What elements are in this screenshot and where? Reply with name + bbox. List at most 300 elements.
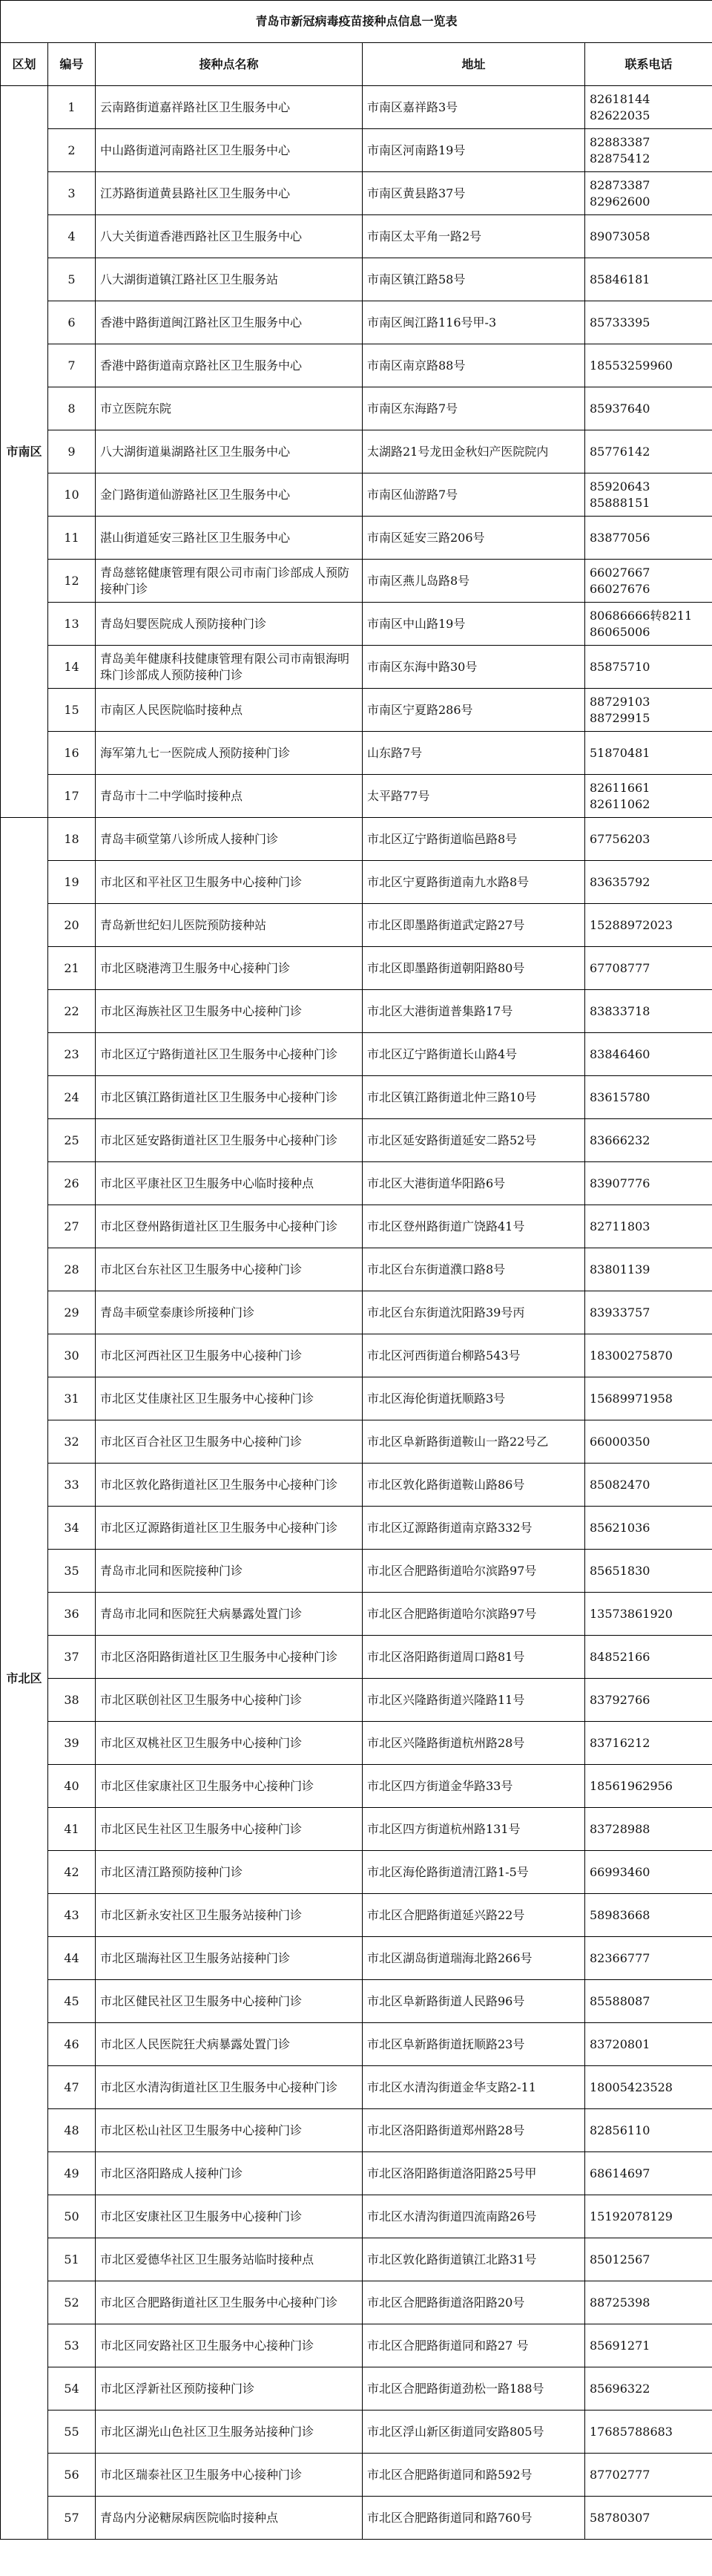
table-row <box>1 2238 712 2281</box>
phone-number: 85651830 <box>590 1563 650 1578</box>
table-row <box>1 1937 712 1980</box>
row-number: 46 <box>48 2023 96 2066</box>
site-name: 市北区健民社区卫生服务中心接种门诊 <box>96 1980 363 2023</box>
table-row <box>1 1550 712 1593</box>
site-name: 云南路街道嘉祥路社区卫生服务中心 <box>96 86 363 129</box>
table-row <box>1 1291 712 1334</box>
row-number: 3 <box>48 172 96 215</box>
site-address: 市南区镇江路58号 <box>363 258 585 301</box>
phone-number: 83846460 <box>590 1046 650 1061</box>
site-address: 市南区闽江路116号甲-3 <box>363 301 585 344</box>
table-row <box>1 732 712 775</box>
site-name: 青岛美年健康科技健康管理有限公司市南银海明珠门诊部成人预防接种门诊 <box>96 646 363 689</box>
phone-number: 88729915 <box>590 710 650 725</box>
site-address: 市北区四方街道金华路33号 <box>363 1765 585 1808</box>
row-number: 32 <box>48 1420 96 1464</box>
row-number: 4 <box>48 215 96 258</box>
phone-number: 85920643 <box>590 479 650 494</box>
site-name: 青岛新世纪妇儿医院预防接种站 <box>96 904 363 947</box>
site-name: 市北区人民医院狂犬病暴露处置门诊 <box>96 2023 363 2066</box>
row-number: 57 <box>48 2497 96 2540</box>
site-phone <box>585 1248 712 1291</box>
site-address: 市南区太平角一路2号 <box>363 215 585 258</box>
site-address: 太湖路21号龙田金秋妇产医院院内 <box>363 430 585 473</box>
phone-number: 85846181 <box>590 272 650 286</box>
phone-number: 88725398 <box>590 2295 650 2310</box>
row-number: 43 <box>48 1894 96 1937</box>
site-name: 市北区合肥路街道社区卫生服务中心接种门诊 <box>96 2281 363 2324</box>
table-row <box>1 1334 712 1377</box>
table-row <box>1 1722 712 1765</box>
site-address: 市北区大港街道普集路17号 <box>363 990 585 1033</box>
site-name: 市北区和平社区卫生服务中心接种门诊 <box>96 861 363 904</box>
site-address: 市北区辽源路街道南京路332号 <box>363 1507 585 1550</box>
row-number: 24 <box>48 1076 96 1119</box>
site-name: 香港中路街道闽江路社区卫生服务中心 <box>96 301 363 344</box>
site-name: 江苏路街道黄县路社区卫生服务中心 <box>96 172 363 215</box>
site-phone <box>585 2497 712 2540</box>
row-number: 1 <box>48 86 96 129</box>
phone-number: 80686666转8211 <box>590 608 693 623</box>
phone-number: 85082470 <box>590 1477 650 1492</box>
row-number: 31 <box>48 1377 96 1420</box>
site-name: 市北区湖光山色社区卫生服务站接种门诊 <box>96 2411 363 2454</box>
phone-number: 18561962956 <box>590 1778 673 1793</box>
table-row <box>1 473 712 517</box>
site-name: 青岛市北同和医院狂犬病暴露处置门诊 <box>96 1593 363 1636</box>
phone-number: 66027676 <box>590 581 650 596</box>
site-address: 市南区延安三路206号 <box>363 517 585 560</box>
site-name: 八大湖街道镇江路社区卫生服务站 <box>96 258 363 301</box>
table-row <box>1 775 712 818</box>
site-address: 市北区浮山新区街道同安路805号 <box>363 2411 585 2454</box>
table-row <box>1 818 712 861</box>
site-phone <box>585 473 712 517</box>
site-name: 市北区瑞泰社区卫生服务中心接种门诊 <box>96 2454 363 2497</box>
phone-number: 83720801 <box>590 2036 650 2051</box>
site-address: 市北区洛阳路街道周口路81号 <box>363 1636 585 1679</box>
table-row <box>1 689 712 732</box>
site-phone <box>585 646 712 689</box>
phone-number: 83801139 <box>590 1262 650 1276</box>
site-phone <box>585 1334 712 1377</box>
site-name: 市北区联创社区卫生服务中心接种门诊 <box>96 1679 363 1722</box>
phone-number: 13573861920 <box>590 1606 673 1621</box>
site-address: 市北区合肥路街道劲松一路188号 <box>363 2367 585 2411</box>
table-row <box>1 258 712 301</box>
site-address: 太平路77号 <box>363 775 585 818</box>
site-phone <box>585 2411 712 2454</box>
site-phone <box>585 1420 712 1464</box>
table-title: 青岛市新冠病毒疫苗接种点信息一览表 <box>1 1 712 43</box>
site-name: 青岛丰硕堂第八诊所成人接种门诊 <box>96 818 363 861</box>
site-phone <box>585 1507 712 1550</box>
site-phone <box>585 818 712 861</box>
site-address: 市北区合肥路街道同和路592号 <box>363 2454 585 2497</box>
table-row <box>1 1205 712 1248</box>
site-phone <box>585 430 712 473</box>
phone-number: 15689971958 <box>590 1391 673 1406</box>
site-phone <box>585 344 712 387</box>
site-name: 中山路街道河南路社区卫生服务中心 <box>96 129 363 172</box>
site-name: 金门路街道仙游路社区卫生服务中心 <box>96 473 363 517</box>
site-name: 市北区洛阳路街道社区卫生服务中心接种门诊 <box>96 1636 363 1679</box>
site-address: 市南区河南路19号 <box>363 129 585 172</box>
site-address: 市北区登州路街道广饶路41号 <box>363 1205 585 1248</box>
site-name: 市北区浮新社区预防接种门诊 <box>96 2367 363 2411</box>
site-address: 市北区辽宁路街道长山路4号 <box>363 1033 585 1076</box>
phone-number: 83907776 <box>590 1176 650 1190</box>
site-name: 青岛内分泌糖尿病医院临时接种点 <box>96 2497 363 2540</box>
site-phone <box>585 2281 712 2324</box>
header-address: 地址 <box>363 43 585 86</box>
phone-number: 68614697 <box>590 2166 650 2180</box>
table-row <box>1 1076 712 1119</box>
site-name: 八大湖街道巢湖路社区卫生服务中心 <box>96 430 363 473</box>
phone-number: 83792766 <box>590 1692 650 1707</box>
header-phone: 联系电话 <box>585 43 712 86</box>
site-name: 市北区安康社区卫生服务中心接种门诊 <box>96 2195 363 2238</box>
site-address: 市北区兴隆路街道兴隆路11号 <box>363 1679 585 1722</box>
site-address: 市北区水清沟街道四流南路26号 <box>363 2195 585 2238</box>
site-address: 市北区洛阳路街道郑州路28号 <box>363 2109 585 2152</box>
site-name: 市北区海族社区卫生服务中心接种门诊 <box>96 990 363 1033</box>
row-number: 54 <box>48 2367 96 2411</box>
site-name: 市北区平康社区卫生服务中心临时接种点 <box>96 1162 363 1205</box>
phone-number: 83877056 <box>590 530 650 545</box>
table-row <box>1 990 712 1033</box>
phone-number: 85776142 <box>590 444 650 459</box>
site-address: 市北区即墨路街道朝阳路80号 <box>363 947 585 990</box>
site-phone <box>585 1851 712 1894</box>
site-phone <box>585 2066 712 2109</box>
table-row <box>1 2023 712 2066</box>
table-row <box>1 1808 712 1851</box>
site-phone <box>585 1205 712 1248</box>
site-address: 市北区河西街道台柳路543号 <box>363 1334 585 1377</box>
phone-number: 51870481 <box>590 745 650 760</box>
phone-number: 18005423528 <box>590 2080 673 2094</box>
phone-number: 67756203 <box>590 831 650 846</box>
table-row <box>1 517 712 560</box>
phone-number: 82962600 <box>590 194 650 209</box>
site-phone <box>585 301 712 344</box>
phone-number: 58983668 <box>590 1907 650 1922</box>
site-address: 市北区镇江路街道北仲三路10号 <box>363 1076 585 1119</box>
site-name: 湛山街道延安三路社区卫生服务中心 <box>96 517 363 560</box>
row-number: 40 <box>48 1765 96 1808</box>
site-phone <box>585 1980 712 2023</box>
site-name: 市北区民生社区卫生服务中心接种门诊 <box>96 1808 363 1851</box>
site-name: 市北区百合社区卫生服务中心接种门诊 <box>96 1420 363 1464</box>
row-number: 28 <box>48 1248 96 1291</box>
phone-number: 58780307 <box>590 2510 650 2525</box>
site-address: 市北区湖岛街道瑞海北路266号 <box>363 1937 585 1980</box>
site-address: 市南区宁夏路286号 <box>363 689 585 732</box>
row-number: 11 <box>48 517 96 560</box>
row-number: 7 <box>48 344 96 387</box>
row-number: 8 <box>48 387 96 430</box>
site-address: 市北区海伦街道抚顺路3号 <box>363 1377 585 1420</box>
row-number: 20 <box>48 904 96 947</box>
table-row <box>1 2454 712 2497</box>
phone-number: 86065006 <box>590 624 650 639</box>
site-phone <box>585 1636 712 1679</box>
phone-number: 66000350 <box>590 1434 650 1449</box>
row-number: 16 <box>48 732 96 775</box>
site-name: 市北区台东社区卫生服务中心接种门诊 <box>96 1248 363 1291</box>
site-address: 市南区中山路19号 <box>363 603 585 646</box>
site-address: 市北区洛阳路街道洛阳路25号甲 <box>363 2152 585 2195</box>
phone-number: 82873387 <box>590 177 650 192</box>
row-number: 39 <box>48 1722 96 1765</box>
site-name: 市北区新永安社区卫生服务站接种门诊 <box>96 1894 363 1937</box>
site-address: 市北区海伦路街道清江路1-5号 <box>363 1851 585 1894</box>
row-number: 38 <box>48 1679 96 1722</box>
site-phone <box>585 1119 712 1162</box>
site-phone <box>585 2238 712 2281</box>
site-name: 市北区敦化路街道社区卫生服务中心接种门诊 <box>96 1464 363 1507</box>
row-number: 19 <box>48 861 96 904</box>
table-row <box>1 430 712 473</box>
site-phone <box>585 172 712 215</box>
phone-number: 82366777 <box>590 1950 650 1965</box>
site-phone <box>585 775 712 818</box>
site-phone <box>585 1464 712 1507</box>
site-name: 市立医院东院 <box>96 387 363 430</box>
site-phone <box>585 603 712 646</box>
site-phone <box>585 1937 712 1980</box>
row-number: 13 <box>48 603 96 646</box>
header-no: 编号 <box>48 43 96 86</box>
site-address: 市北区即墨路街道武定路27号 <box>363 904 585 947</box>
table-row <box>1 2152 712 2195</box>
table-row <box>1 2066 712 2109</box>
phone-number: 18553259960 <box>590 358 673 373</box>
table-row <box>1 215 712 258</box>
site-phone <box>585 904 712 947</box>
phone-number: 85733395 <box>590 315 650 330</box>
table-row <box>1 2109 712 2152</box>
site-address: 市南区南京路88号 <box>363 344 585 387</box>
table-row <box>1 1420 712 1464</box>
site-phone <box>585 1550 712 1593</box>
table-row <box>1 2324 712 2367</box>
table-row <box>1 1894 712 1937</box>
table-row <box>1 1980 712 2023</box>
site-name: 市北区辽宁路街道社区卫生服务中心接种门诊 <box>96 1033 363 1076</box>
table-row <box>1 904 712 947</box>
table-row <box>1 1507 712 1550</box>
site-name: 青岛丰硕堂泰康诊所接种门诊 <box>96 1291 363 1334</box>
site-name: 青岛妇婴医院成人预防接种门诊 <box>96 603 363 646</box>
row-number: 15 <box>48 689 96 732</box>
site-address: 市北区合肥路街道洛阳路20号 <box>363 2281 585 2324</box>
row-number: 36 <box>48 1593 96 1636</box>
site-phone <box>585 732 712 775</box>
phone-number: 85888151 <box>590 495 650 510</box>
row-number: 44 <box>48 1937 96 1980</box>
title-row <box>1 1 712 43</box>
site-phone <box>585 387 712 430</box>
row-number: 14 <box>48 646 96 689</box>
row-number: 34 <box>48 1507 96 1550</box>
phone-number: 83728988 <box>590 1821 650 1836</box>
table-row <box>1 172 712 215</box>
site-phone <box>585 1593 712 1636</box>
row-number: 42 <box>48 1851 96 1894</box>
table-row <box>1 2411 712 2454</box>
phone-number: 85691271 <box>590 2338 650 2353</box>
row-number: 49 <box>48 2152 96 2195</box>
site-address: 市南区仙游路7号 <box>363 473 585 517</box>
site-phone <box>585 947 712 990</box>
phone-number: 82856110 <box>590 2123 650 2137</box>
site-address: 市南区东海中路30号 <box>363 646 585 689</box>
phone-number: 83635792 <box>590 874 650 889</box>
table-row <box>1 1851 712 1894</box>
site-address: 市北区延安路街道延安二路52号 <box>363 1119 585 1162</box>
row-number: 51 <box>48 2238 96 2281</box>
site-phone <box>585 517 712 560</box>
site-phone <box>585 1808 712 1851</box>
site-address: 市北区敦化路街道镇江北路31号 <box>363 2238 585 2281</box>
site-phone <box>585 2023 712 2066</box>
site-address: 市北区大港街道华阳路6号 <box>363 1162 585 1205</box>
row-number: 5 <box>48 258 96 301</box>
table-row <box>1 603 712 646</box>
site-phone <box>585 86 712 129</box>
row-number: 10 <box>48 473 96 517</box>
table-row <box>1 947 712 990</box>
site-phone <box>585 2152 712 2195</box>
row-number: 56 <box>48 2454 96 2497</box>
row-number: 41 <box>48 1808 96 1851</box>
district-cell: 市北区 <box>1 818 48 2540</box>
site-phone <box>585 2324 712 2367</box>
phone-number: 85012567 <box>590 2252 650 2267</box>
table-row <box>1 301 712 344</box>
site-name: 市北区佳家康社区卫生服务中心接种门诊 <box>96 1765 363 1808</box>
site-name: 香港中路街道南京路社区卫生服务中心 <box>96 344 363 387</box>
phone-number: 85937640 <box>590 401 650 416</box>
phone-number: 83716212 <box>590 1735 650 1750</box>
header-name: 接种点名称 <box>96 43 363 86</box>
site-address: 市北区台东街道沈阳路39号丙 <box>363 1291 585 1334</box>
phone-number: 88729103 <box>590 694 650 709</box>
site-address: 市北区阜新路街道鞍山一路22号乙 <box>363 1420 585 1464</box>
table-row <box>1 2281 712 2324</box>
site-address: 市北区四方街道杭州路131号 <box>363 1808 585 1851</box>
site-phone <box>585 2454 712 2497</box>
row-number: 47 <box>48 2066 96 2109</box>
phone-number: 85696322 <box>590 2381 650 2396</box>
site-phone <box>585 689 712 732</box>
site-phone <box>585 129 712 172</box>
site-phone <box>585 258 712 301</box>
site-address: 市北区阜新路街道抚顺路23号 <box>363 2023 585 2066</box>
phone-number: 82618144 <box>590 91 650 106</box>
site-address: 山东路7号 <box>363 732 585 775</box>
row-number: 22 <box>48 990 96 1033</box>
site-phone <box>585 1033 712 1076</box>
site-name: 市北区瑞海社区卫生服务站接种门诊 <box>96 1937 363 1980</box>
phone-number: 17685788683 <box>590 2424 673 2439</box>
table-row <box>1 2497 712 2540</box>
site-address: 市南区嘉祥路3号 <box>363 86 585 129</box>
site-address: 市北区阜新路街道人民路96号 <box>363 1980 585 2023</box>
phone-number: 83933757 <box>590 1305 650 1320</box>
row-number: 18 <box>48 818 96 861</box>
table-row <box>1 344 712 387</box>
phone-number: 15288972023 <box>590 917 673 932</box>
row-number: 12 <box>48 560 96 603</box>
site-phone <box>585 560 712 603</box>
site-address: 市北区宁夏路街道南九水路8号 <box>363 861 585 904</box>
row-number: 26 <box>48 1162 96 1205</box>
table-row <box>1 646 712 689</box>
site-address: 市北区合肥路街道同和路760号 <box>363 2497 585 2540</box>
site-name: 市北区登州路街道社区卫生服务中心接种门诊 <box>96 1205 363 1248</box>
phone-number: 82875412 <box>590 151 650 165</box>
phone-number: 18300275870 <box>590 1348 673 1363</box>
table-row <box>1 861 712 904</box>
table-row <box>1 1377 712 1420</box>
row-number: 9 <box>48 430 96 473</box>
table-row <box>1 387 712 430</box>
phone-number: 66027667 <box>590 565 650 580</box>
phone-number: 83666232 <box>590 1133 650 1147</box>
site-name: 市北区辽源路街道社区卫生服务中心接种门诊 <box>96 1507 363 1550</box>
site-name: 青岛慈铭健康管理有限公司市南门诊部成人预防接种门诊 <box>96 560 363 603</box>
site-name: 市北区水清沟街道社区卫生服务中心接种门诊 <box>96 2066 363 2109</box>
site-name: 青岛市十二中学临时接种点 <box>96 775 363 818</box>
phone-number: 83615780 <box>590 1089 650 1104</box>
table-row <box>1 1679 712 1722</box>
row-number: 25 <box>48 1119 96 1162</box>
phone-number: 85875710 <box>590 659 650 674</box>
site-address: 市北区合肥路街道哈尔滨路97号 <box>363 1550 585 1593</box>
site-address: 市北区水清沟街道金华支路2-11 <box>363 2066 585 2109</box>
row-number: 45 <box>48 1980 96 2023</box>
row-number: 55 <box>48 2411 96 2454</box>
row-number: 6 <box>48 301 96 344</box>
row-number: 37 <box>48 1636 96 1679</box>
site-name: 市北区艾佳康社区卫生服务中心接种门诊 <box>96 1377 363 1420</box>
site-phone <box>585 1291 712 1334</box>
phone-number: 67708777 <box>590 960 650 975</box>
site-address: 市北区合肥路街道延兴路22号 <box>363 1894 585 1937</box>
site-name: 市北区洛阳路成人接种门诊 <box>96 2152 363 2195</box>
table-row <box>1 129 712 172</box>
phone-number: 83833718 <box>590 1003 650 1018</box>
site-phone <box>585 1377 712 1420</box>
row-number: 35 <box>48 1550 96 1593</box>
site-phone <box>585 215 712 258</box>
site-address: 市北区兴隆路街道杭州路28号 <box>363 1722 585 1765</box>
site-address: 市南区东海路7号 <box>363 387 585 430</box>
site-phone <box>585 990 712 1033</box>
site-address: 市北区合肥路街道同和路27 号 <box>363 2324 585 2367</box>
table-row <box>1 2367 712 2411</box>
table-row <box>1 1033 712 1076</box>
site-address: 市北区敦化路街道鞍山路86号 <box>363 1464 585 1507</box>
site-phone <box>585 1765 712 1808</box>
table-row <box>1 1593 712 1636</box>
site-address: 市北区合肥路街道哈尔滨路97号 <box>363 1593 585 1636</box>
table-row <box>1 1248 712 1291</box>
site-name: 市北区清江路预防接种门诊 <box>96 1851 363 1894</box>
